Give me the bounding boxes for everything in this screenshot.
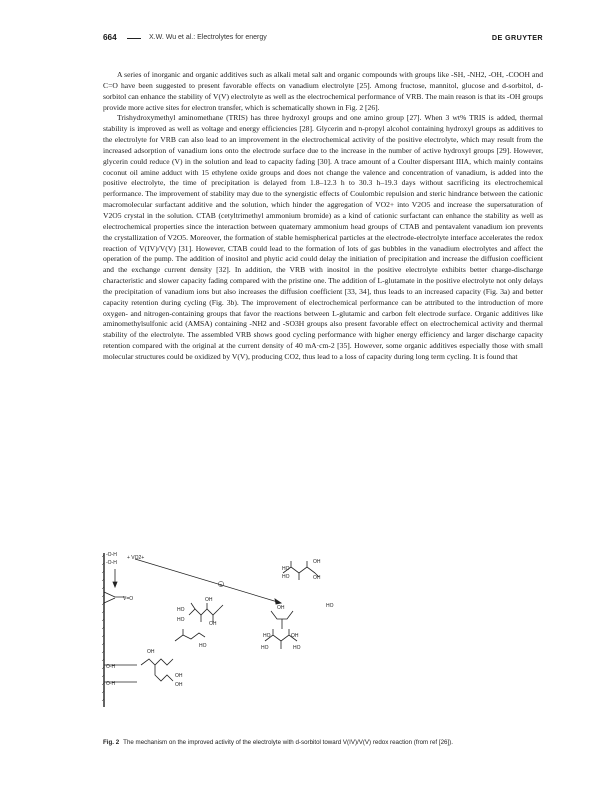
product-ho-label-3: HO <box>326 603 334 609</box>
body-text <box>103 70 543 363</box>
figure-label: Fig. 2 <box>103 739 120 746</box>
sorbitol-ho-label-2: HO <box>177 617 185 623</box>
surface-oh-label-4: O-H <box>106 681 116 687</box>
paragraph-1: A series of inorganic and organic additives such as alkali metal salt and organic compounds with groups like -SH, -NH2, -OH, -COOH and C=O have been suggested to present favorable effects on vanadium electrolyte [25]. Among fructose, mannitol, glucose and d-sorbitol, d-sorbitol can enhance the stability of V(V) electrolyte as well as the electrochemical performance of VRB. The main reason is that its -OH groups provide more active sites for electron transfer, which is schematically shown in Fig. 2 [26]. <box>103 70 543 112</box>
page-number: 664 <box>103 33 117 42</box>
product-oh-label: OH <box>313 559 321 565</box>
surface-oh-label-2: -O-H <box>106 560 117 566</box>
running-head: X.W. Wu et al.: Electrolytes for energy <box>149 33 267 41</box>
sorbitol-oh-label: OH <box>205 597 213 603</box>
caption-text: The mechanism on the improved activity of the electrolyte with d-sorbitol toward V(IV)/V(V) redox reaction (from ref [26]). <box>123 739 453 746</box>
lower-oh-label: OH <box>147 649 155 655</box>
sorbitol-oh-label-3: OH <box>209 621 217 627</box>
product-oh-label-2: OH <box>313 575 321 581</box>
surface-oh-label-1: -O-H <box>106 552 117 558</box>
lower-oh-label-2: OH <box>175 673 183 679</box>
figure-caption <box>103 739 543 746</box>
product-ho-label-2: HO <box>282 574 290 580</box>
lower-ho-label: HO <box>199 643 207 649</box>
complex-ho-label-3: HO <box>293 645 301 651</box>
complex-ho-label-2: HO <box>261 645 269 651</box>
header-rule <box>127 38 141 39</box>
complex-oh-label: OH <box>277 605 285 611</box>
publisher-name: DE GRUYTER <box>491 33 543 42</box>
complex-oh-label-2: OH <box>291 633 299 639</box>
surface-oh-label-3: O-H <box>106 664 116 670</box>
complex-ho-label: HO <box>263 633 271 639</box>
step-marker-label: a <box>219 582 222 587</box>
lower-oh-label-3: OH <box>175 682 183 688</box>
product-ho-label: HO <box>282 566 290 572</box>
vanadyl-ion-label: + VO2+ <box>127 555 145 561</box>
mechanism-figure <box>101 545 401 713</box>
paragraph-2: Trishydroxymethyl aminomethane (TRIS) has three hydroxyl groups and one amino group [27]. When 3 wt% TRIS is added, thermal stability is improved as well as voltage and energy efficiencies [28]. Glycerin and n-propyl alcohol containing hydroxyl groups as additives to the electrolyte for VRB can also lead to an improvement in the electrochemical activity of the positive electrolyte, which may result from the increased adsorption of vanadium ions onto the electrode surface due to the increase in the number of active hydroxyl groups [29]. However, glycerin could reduce (V) in the solution and lead to capacity fading [30]. A trace amount of a Coulter dispersant IIIA, which mainly contains coconut oil amine adduct with 15 ethylene oxide groups and does not change the valence and concentration of vanadium, is added into the positive electrolyte, the time of precipitation is delayed from 1.8–12.3 h to 30.3 h–19.3 days without sacrificing its electrochemical performance. The improvement of stability may due to the synergistic effects of Coulombic repulsion and steric hindrance between the cationic macromolecular surfactant additive and the solution, which hinder the aggregation of VO2+ into V2O5 and increase the supersaturation of V2O5 crystal in the solution. CTAB (cetyltrimethyl ammonium bromide) as a kind of cationic surfactant can enhance the stability as well as electrochemical properties since the interaction between quaternary ammonium head groups of CTAB and pentavalent vanadium ion prevents the crystallization of V2O5. Moreover, the formation of stable hemispherical particles at the electrode-electrolyte interface accelerates the redox reaction of V(IV)/V(V) [31]. However, CTAB could lead to the formation of lots of gas bubbles in the vanadium electrolytes and affect the operation of the pump. The addition of inositol and phytic acid could delay the initiation of precipitation and increase the diffusion coefficient and the exchange current density [32]. In addition, the VRB with inositol in the positive electrolyte exhibits better charge-discharge characteristic and slower capacity fading compared with the pristine one. The addition of L-glutamate in the positive electrolyte not only delays the precipitation of vanadium ions but also increases the diffusion coefficient [33, 34], thus leads to an increased capacity (Fig. 3a) and better capacity retention during cycling (Fig. 3b). The improvement of electrochemical performance can be attributed to the introduction of more oxygen- and nitrogen-containing groups that favor the reactions between L-glutamic and carbon felt electrode surface. Organic additives like aminomethylsulfonic acid (AMSA) containing -NH2 and -SO3H groups also present favorable effect on electrochemical activity and thermal stability of the electrolyte. The assembled VRB shows good cycling performance with higher energy efficiency and larger discharge capacity retention compared with the original at the current density of 40 mA·cm-2 [35]. However, some organic additives especially those with small molecular structures could be oxidized by V(V), producing CO2, thus lead to a loss of capacity during long term cycling. It is found that <box>103 113 543 361</box>
running-header <box>103 33 543 45</box>
sorbitol-ho-label: HO <box>177 607 185 613</box>
v-oxo-label: V=O <box>123 596 134 602</box>
